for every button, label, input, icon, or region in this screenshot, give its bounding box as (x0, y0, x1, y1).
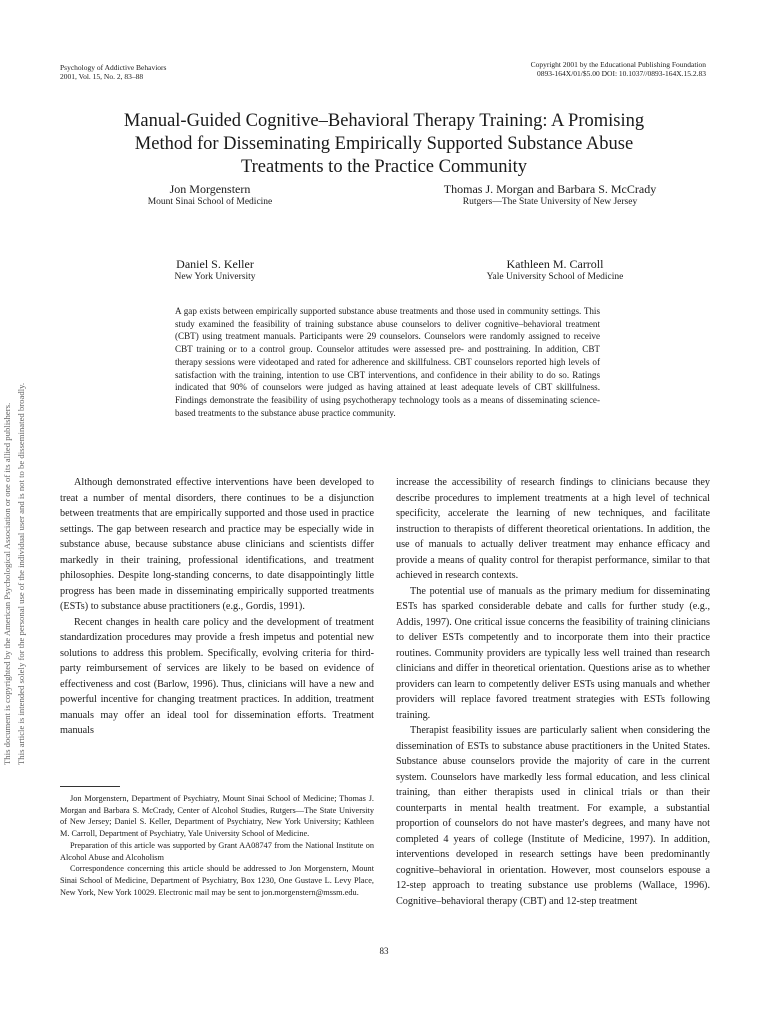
author-note: Jon Morgenstern, Department of Psychiatry, Mount Sinai School of Medicine; Thomas J. Morgan and Barbara S. McCrady, Center of Alcohol Studies, Rutgers—The State University of New Jersey; Daniel S. Keller, Department of Psychiatry, New York University; Kathleen M. Carroll, Department of Psychiatry, Yale University School of Medicine. (60, 794, 374, 839)
left-column (60, 475, 374, 739)
title-line: Manual-Guided Cognitive–Behavioral Therapy Training: A Promising (123, 111, 645, 131)
author-block (140, 257, 290, 283)
body-paragraph: Although demonstrated effective interventions have been developed to treat a number of mental disorders, there continues to be a disjunction between treatments that are empirically supported and those used in practice settings. The gap between research and practice may be especially wide in substance abuse, because substance abuse clinicians and scientists differ markedly in their training, professional identifications, and treatment philosophies. Despite long-standing concerns, to date disappointingly little progress has been made in disseminating empirically supported treatments (ESTs) to substance abuse practitioners (e.g., Gordis, 1991). (60, 477, 374, 612)
copyright-line: Copyright 2001 by the Educational Publishing Foundation (530, 60, 706, 69)
author-affiliation: New York University (174, 272, 256, 282)
copyright-notice: This document is copyrighted by the American Psychological Association or one of its allied publishers. (2, 402, 12, 765)
title-line: Treatments to the Practice Community (240, 157, 528, 177)
author-affiliation: Yale University School of Medicine (486, 272, 624, 282)
article-title (60, 110, 708, 179)
page-number: 83 (379, 946, 389, 956)
body-paragraph: Recent changes in health care policy and the development of treatment standardization procedures may provide a fresh impetus and potential new solutions to address this problem. Specifically, evolving criteria for third-party reimbursement of services are likely to be based on evidence of effectiveness and cost (Barlow, 1996). Thus, clinicians will have a new and powerful incentive for changing treatment practices. In addition, treatment manuals may offer an ideal tool for dissemination efforts. Treatment manuals (60, 616, 374, 736)
author-name: Kathleen M. Carroll (506, 257, 604, 271)
footnote-rule (60, 786, 120, 787)
doi-line: 0893-164X/01/$5.00 DOI: 10.1037//0893-164X.15.2.83 (537, 69, 706, 78)
journal-name: Psychology of Addictive Behaviors (60, 63, 167, 72)
usage-notice: This article is intended solely for the personal use of the individual user and is not to be disseminated broadly. (16, 382, 26, 765)
author-name: Daniel S. Keller (176, 257, 254, 271)
author-name: Jon Morgenstern (169, 182, 251, 196)
author-block (130, 182, 290, 208)
right-column (396, 475, 710, 909)
author-affiliation: Rutgers—The State University of New Jersey (462, 197, 638, 207)
author-note: Preparation of this article was supported by Grant AA08747 from the National Institute on Alcohol Abuse and Alcoholism (60, 840, 374, 862)
author-block (405, 182, 695, 208)
author-name: Thomas J. Morgan and Barbara S. McCrady (443, 182, 657, 196)
body-paragraph: increase the accessibility of research findings to clinicians because they describe procedures to implement treatments at a high level of technical specificity, accelerate the learning of new techniques, and facilitate instruction to therapists of different theoretical orientations. In addition, the use of manuals to actually deliver treatment may enhance efficacy and provide a means of quality control for therapist performance, similar to that achieved in research contexts. (396, 477, 710, 581)
author-affiliation: Mount Sinai School of Medicine (147, 197, 273, 207)
title-line: Method for Disseminating Empirically Supported Substance Abuse (134, 134, 634, 154)
body-paragraph: The potential use of manuals as the primary medium for disseminating ESTs has sparked considerable debate and calls for further study (e.g., Addis, 1997). One critical issue concerns the feasibility of training clinicians to deliver ESTs competently and to incorporate them into their practice routines. Community providers are typically less well trained than research clinicians and differ in theoretical orientation. Questions arise as to whether providers can learn to competently deliver ESTs using manuals and whether providers will replace favored treatment strategies with ESTs following training. (396, 585, 710, 721)
author-block (445, 257, 665, 283)
body-paragraph: Therapist feasibility issues are particularly salient when considering the dissemination of ESTs to substance abuse practitioners in the United States. Substance abuse counselors provide the majority of care in the current system. Counselors have markedly less formal education, and less clinical training, than either therapists used in clinical trials or than their counterparts in mental health treatment. For example, a substantial proportion of counselors do not have master's degrees, and many have not completed 4 years of college (Institute of Medicine, 1997). In addition, interventions developed in research settings have been predominantly cognitive–behavioral in orientation. However, most counselors espouse a 12-step approach to treating substance use problems (Wallace, 1996). Cognitive–behavioral therapy (CBT) and 12-step treatment (396, 725, 710, 907)
author-notes (60, 793, 374, 898)
author-note: Correspondence concerning this article should be addressed to Jon Morgenstern, Mount Sinai School of Medicine, Department of Psychiatry, Box 1230, One Gustave L. Levy Place, New York, New York 10029. Electronic mail may be sent to jon.morgenstern@mssm.edu. (60, 864, 374, 897)
copyright-header (531, 60, 706, 78)
abstract: A gap exists between empirically supported substance abuse treatments and those used in community settings. This study examined the feasibility of training substance abuse counselors to deliver cognitive–behavioral treatment (CBT) using treatment manuals. Participants were 29 counselors. Counselors were randomly assigned to receive CBT training or to a control group. Counselor attitudes were assessed pre- and posttraining. In addition, CBT therapy sessions were videotaped and rated for adherence and skillfulness. CBT counselors reported high levels of satisfaction with the training, intention to use CBT interventions, and confidence in their ability to do so. Ratings indicated that 90% of counselors were judged as having attained at least adequate levels of CBT skillfulness. Findings demonstrate the feasibility of using psychotherapy technology tools as a means of disseminating science-based treatments to the substance abuse practice community. (175, 306, 600, 418)
journal-volume: 2001, Vol. 15, No. 2, 83–88 (60, 72, 144, 81)
journal-header (60, 63, 166, 81)
